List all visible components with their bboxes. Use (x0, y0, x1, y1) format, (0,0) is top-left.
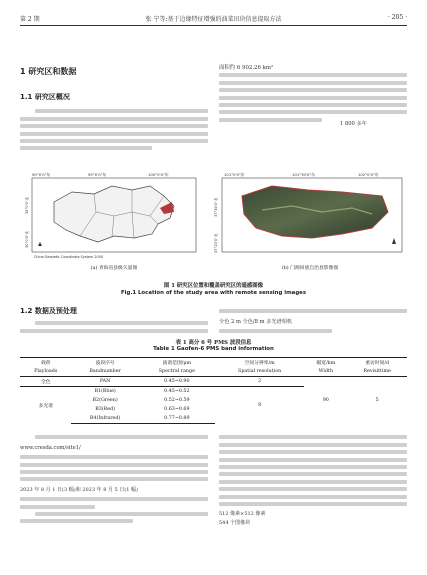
page-number: · 205 · (387, 14, 407, 21)
header-width-cn: 幅宽/km (304, 358, 347, 368)
figure1-panel-b (212, 172, 408, 262)
study-area-paragraph (20, 106, 208, 154)
lat-label-b1: 37°40'0"北 (214, 197, 218, 217)
study-area-paragraph-cont (219, 63, 407, 125)
lat-label-a2: 30°0'0"北 (25, 230, 29, 248)
header-range-en: Spectral range (158, 369, 195, 374)
running-title: 张 宁等:基于边缘特征增强的油菜田块信息提取方法 (145, 16, 282, 23)
cell-res: 2 (215, 377, 304, 387)
header-rule (20, 25, 407, 26)
lon-label-b3: 102°0'0"东 (358, 172, 379, 177)
lon-label-b1: 101°0'0"东 (224, 172, 245, 177)
table1-title-cn: 表 1 高分 6 号 PMS 波段信息 (175, 340, 252, 346)
header-payload-cn: 载荷 (20, 358, 71, 368)
table-header-row-cn (20, 358, 407, 368)
lat-label-b2: 37°20'0"北 (214, 233, 218, 253)
cell-res: 8 (215, 387, 304, 424)
figure1-caption-cn: 图 1 研究区位置和覆盖研究区的遥感图像 (163, 283, 264, 289)
header-revisit-cn: 重访时间/d (347, 358, 407, 368)
header-res-cn: 空间分辨率/m (215, 358, 304, 368)
table1-title-en: Table 1 Gaofen-6 PMS band information (153, 346, 274, 352)
year-value: 1 800 多年 (340, 121, 367, 127)
cell-range: 0.45~0.90 (139, 377, 215, 387)
cell-revisit: 5 (347, 377, 407, 424)
tile-total: 544 个图像块 (219, 520, 251, 527)
header-band-cn: 波段序号 (71, 358, 138, 368)
cell-band: B1(Blue) (71, 387, 138, 397)
data-paragraph-left (20, 318, 208, 336)
table-row (20, 377, 407, 387)
qinghai-county-map (24, 172, 204, 262)
projection-label: China Geodetic Coordinate System 2000 (34, 255, 104, 259)
data-source-paragraph (20, 432, 208, 527)
tile-size: 512 像素×512 像素 (219, 511, 266, 518)
figure1-panel-a-caption: (a) 青海省县级矢量图 (90, 266, 138, 271)
header-range-cn: 波谱范围/μm (139, 358, 215, 368)
preprocessing-paragraph (219, 432, 407, 527)
cell-range: 0.45~0.52 (139, 387, 215, 397)
cell-band: B2(Green) (92, 398, 118, 403)
header-revisit-en: Revisittime (363, 369, 391, 374)
band-info-table (20, 357, 407, 424)
section-1-1-title: 1.1 研究区概况 (20, 93, 70, 101)
acquisition-dates: 2023 年 8 月 1 日(3 幅)和 2023 年 8 月 5 日(1 幅) (20, 486, 139, 493)
cell-payload: 多光谱 (20, 387, 71, 424)
cell-width: 90 (304, 377, 347, 424)
section-1-title: 1 研究区和数据 (20, 67, 77, 76)
gf6-resolution: 全色 2 m 全色/8 m 多光谱相机 (219, 318, 293, 325)
area-value: 面积约 6 902.26 km² (219, 65, 274, 71)
cresda-url: www.cresda.com/site1/ (20, 444, 81, 451)
figure1-caption-en: Fig.1 Location of the study area with remote sensing images (120, 290, 307, 296)
table-header-row-en (20, 367, 407, 377)
cell-band: B3(Red) (95, 407, 116, 412)
figure1-panel-a (24, 172, 204, 262)
cell-range: 0.63~0.69 (164, 407, 190, 412)
lon-label-a2: 95°0'0"东 (88, 172, 107, 177)
lon-label-b2: 101°30'0"东 (292, 172, 315, 177)
figure1-panel-b-caption: (b) 门源回族自治县影像图 (281, 266, 339, 271)
header-res-en: Spatial resolution (238, 369, 282, 374)
cell-band: PAN (71, 377, 138, 387)
cell-band: B4(Infrared) (71, 414, 138, 424)
cell-payload: 全色 (20, 377, 71, 387)
menyuan-imagery (212, 172, 408, 262)
cell-range: 0.52~0.59 (164, 398, 190, 403)
header-band-en: Bandnumber (89, 369, 121, 374)
data-paragraph-right (219, 306, 407, 337)
cell-range: 0.77~0.89 (139, 414, 215, 424)
lon-label-a3: 100°0'0"东 (148, 172, 169, 177)
header-width-en: Width (318, 369, 334, 374)
header-payload-en: Playloads (34, 369, 58, 374)
journal-issue: 第 2 期 (20, 16, 40, 23)
section-1-2-title: 1.2 数据及预处理 (20, 307, 77, 315)
lon-label-a1: 90°0'0"东 (32, 172, 51, 177)
lat-label-a1: 35°0'0"北 (25, 196, 29, 214)
